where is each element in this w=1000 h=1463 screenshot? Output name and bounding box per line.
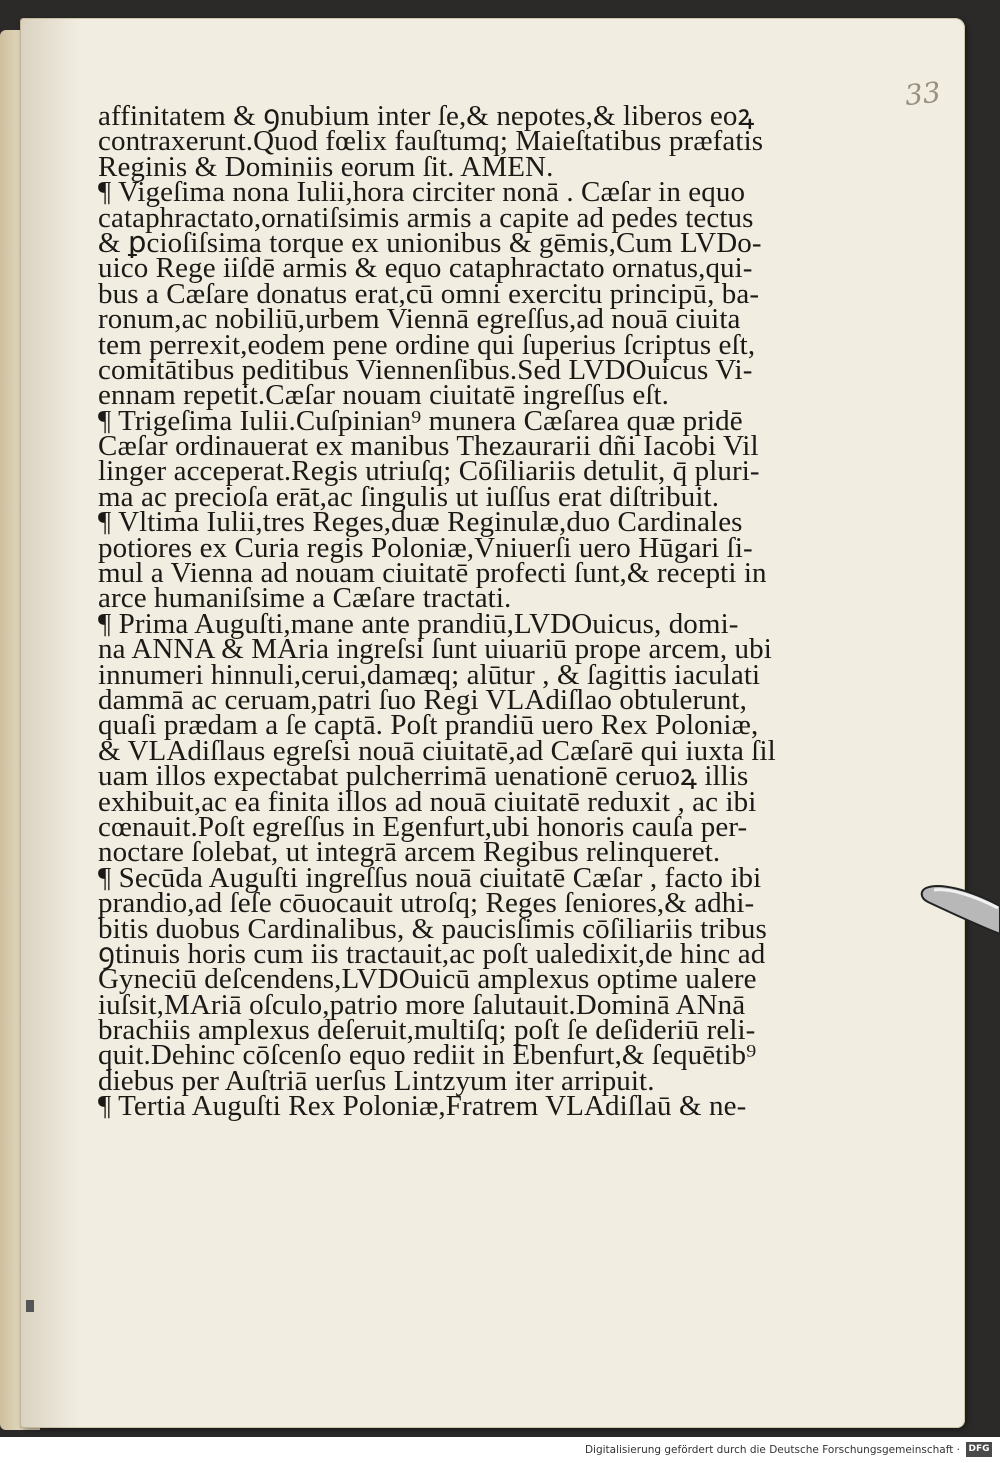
- text-line: innumeri hinnuli,cerui,damæq; alūtur , & ſagittis iaculati: [98, 658, 761, 691]
- text-line: ronum,ac nobiliū,urbem Viennā egreſſus,ad nouā ciuita: [98, 303, 741, 336]
- text-line: dammā ac ceruam,patri ſuo Regi VLAdiſlao obtulerunt,: [98, 683, 747, 716]
- page-turn-pointer-icon[interactable]: [920, 876, 1000, 936]
- text-line: quaſi prædam a ſe captā. Poſt prandiū uero Rex Poloniæ,: [98, 709, 759, 742]
- footer-credit: Digitalisierung gefördert durch die Deutsche Forschungsgemeinschaft ·: [584, 1444, 960, 1456]
- text-line: cœnauit.Poſt egreſſus in Egenfurt,ubi honoris cauſa per-: [98, 810, 748, 843]
- text-line: mul a Vienna ad nouam ciuitatē profecti ſunt,& recepti in: [98, 557, 767, 590]
- dfg-logo: DFG: [966, 1442, 992, 1457]
- text-line: prandio,ad ſeſe cōuocauit utroſq; Reges ſeniores,& adhi-: [98, 887, 755, 920]
- folio-number: 33: [903, 75, 943, 113]
- text-line: affinitatem & ꝯnubium inter ſe,& nepotes,& liberos eoꝝ: [98, 100, 755, 132]
- text-line: ꝯtinuis horis cum iis tractauit,ac poſt ualedixit,de hinc ad: [98, 937, 766, 970]
- text-line: iuſsit,MAriā oſculo,patrio more ſalutauit.Dominā ANnā: [98, 988, 746, 1021]
- text-line: & VLAdiſlaus egreſsi nouā ciuitatē,ad Cæſarē qui iuxta ſil: [98, 734, 776, 767]
- text-line: uico Rege iiſdē armis & equo cataphractato ornatus,qui-: [98, 252, 753, 285]
- text-line: & ꝑcioſiſsima torque ex unionibus & gēmis,Cum LVDo-: [98, 226, 762, 259]
- text-line: ennam repetit.Cæſar nouam ciuitatē ingreſſus eſt.: [98, 379, 670, 412]
- text-line: brachiis amplexus deſeruit,multiſq; poſt ſe deſideriū reli-: [98, 1014, 756, 1047]
- margin-mark: [26, 1300, 34, 1312]
- text-line: Cæſar ordinauerat ex manibus Thezaurarii dñi Iacobi Vil: [98, 430, 759, 463]
- book-page: [20, 18, 965, 1428]
- text-line: ma ac precioſa erāt,ac ſingulis ut iuſſus erat diſtribuit.: [98, 480, 720, 513]
- text-line: cataphractato,ornatiſsimis armis a capite ad pedes tectus: [98, 201, 754, 234]
- text-line: bitis duobus Cardinalibus, & paucisſimis cōſiliariis tribus: [98, 912, 767, 945]
- page-text: [98, 100, 776, 1123]
- text-line: arce humaniſsime a Cæſare tractati.: [98, 582, 512, 615]
- text-line: diebus per Auſtriā uerſus Lintzyum iter arripuit.: [98, 1064, 655, 1097]
- text-line: Gyneciū deſcendens,LVDOuicū amplexus optime ualere: [98, 963, 757, 996]
- text-line: linger acceperat.Regis utriuſq; Cōſiliariis detulit, q̄ pluri-: [98, 455, 760, 488]
- text-line: bus a Cæſare donatus erat,cū omni exercitu principū, ba-: [98, 277, 760, 310]
- text-line: na ANNA & MAria ingreſsi ſunt uiuariū prope arcem, ubi: [98, 633, 772, 666]
- text-line: ¶ Prima Auguſti,mane ante prandiū,LVDOuicus, domi-: [98, 607, 739, 640]
- text-line: Reginis & Dominiis eorum ſit. AMEN.: [98, 150, 554, 183]
- text-line: potiores ex Curia regis Poloniæ,Vniuerſi uero Hūgari ſi-: [98, 531, 753, 564]
- text-line: ¶ Tertia Auguſti Rex Poloniæ,Fratrem VLAdiſlaū & ne-: [98, 1090, 747, 1123]
- text-line: contraxerunt.Quod fœlix fauſtumq; Maieſtatibus præfatis: [98, 125, 764, 158]
- text-line: ¶ Vigeſima nona Iulii,hora circiter nonā . Cæſar in equo: [98, 176, 746, 209]
- text-line: exhibuit,ac ea finita illos ad nouā ciuitatē reduxit , ac ibi: [98, 785, 757, 818]
- text-line: comitātibus peditibus Viennenſibus.Sed LVDOuicus Vi-: [98, 353, 753, 386]
- text-line: ¶ Trigeſima Iulii.Cuſpinian⁹ munera Cæſarea quæ pridē: [98, 404, 743, 437]
- text-line: uam illos expectabat pulcherrimā uenationē ceruoꝝ illis: [98, 760, 749, 793]
- text-line: noctare ſolebat, ut integrā arcem Regibus relinqueret.: [98, 836, 721, 869]
- text-line: quit.Dehinc cōſcenſo equo rediit in Ebenfurt,& ſequētib⁹: [98, 1039, 757, 1072]
- text-line: tem perrexit,eodem pene ordine qui ſuperius ſcriptus eſt,: [98, 328, 756, 361]
- text-line: ¶ Vltima Iulii,tres Reges,duæ Reginulæ,duo Cardinales: [98, 506, 743, 539]
- footer-bar: [0, 1437, 1000, 1463]
- text-line: ¶ Secūda Auguſti ingreſſus nouā ciuitatē Cæſar , facto ibi: [98, 861, 762, 894]
